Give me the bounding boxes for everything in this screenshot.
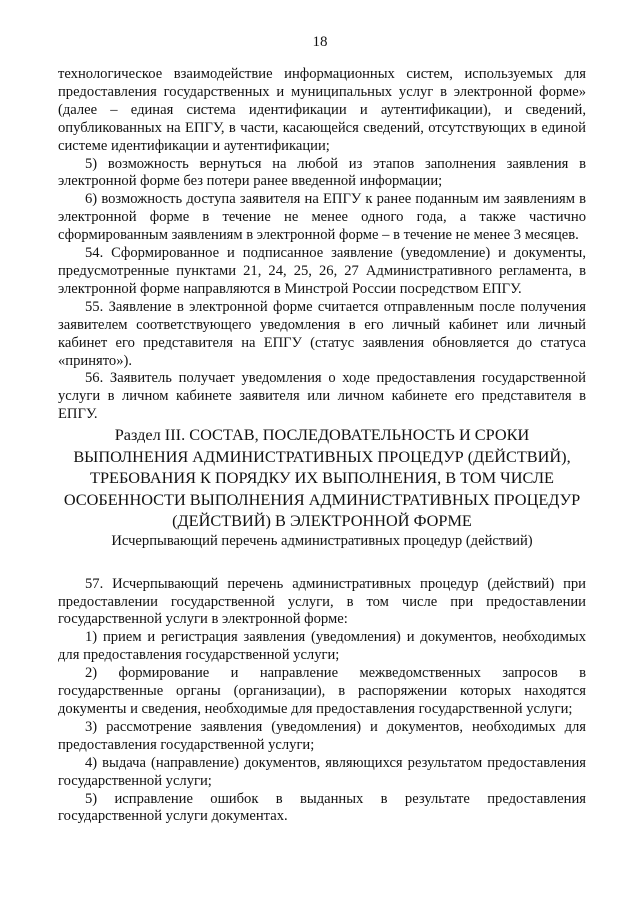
list-item: 1) прием и регистрация заявления (уведомления) и документов, необходимых для предоставления государственной услуги; xyxy=(58,629,586,664)
list-item: 5) исправление ошибок в выданных в результате предоставления государственной услуги документах. xyxy=(58,790,586,825)
page-number: 18 xyxy=(312,34,328,50)
section-heading: Раздел III. СОСТАВ, ПОСЛЕДОВАТЕЛЬНОСТЬ И СРОКИ ВЫПОЛНЕНИЯ АДМИНИСТРАТИВНЫХ ПРОЦЕДУР (ДЕЙСТВИЙ), ТРЕБОВАНИЯ К ПОРЯДКУ ИХ ВЫПОЛНЕНИЯ, В ТОМ ЧИСЛЕ ОСОБЕННОСТИ ВЫПОЛНЕНИЯ АДМИНИСТРАТИВНЫХ ПРОЦЕДУР (ДЕЙСТВИЙ) В ЭЛЕКТРОННОЙ ФОРМЕ xyxy=(63,425,581,531)
list-item: 4) выдача (направление) документов, являющихся результатом предоставления государственной услуги; xyxy=(58,754,586,789)
paragraph-56: 56. Заявитель получает уведомления о ходе предоставления государственной услуги в личном кабинете заявителя или личном кабинете его представителя в ЕПГУ. xyxy=(58,370,586,423)
paragraph-continuation: технологическое взаимодействие информационных систем, используемых для предоставления государственных и муниципальных услуг в электронной форме» (далее – единая система идентификации и аутентификации), и сведений, опубликованных на ЕПГУ, в части, касающейся сведений, отсутствующих в единой системе идентификации и аутентификации; xyxy=(58,66,586,154)
paragraph-item-5: 5) возможность вернуться на любой из этапов заполнения заявления в электронной форме без потери ранее введенной информации; xyxy=(58,155,586,190)
paragraph-item-6: 6) возможность доступа заявителя на ЕПГУ к ранее поданным им заявлениям в электронной форме в течение не менее одного года, а также частично сформированным заявлениям в электронной форме – в течение не менее 3 месяцев. xyxy=(58,191,586,244)
paragraph-55: 55. Заявление в электронной форме считается отправленным после получения заявителем соответствующего уведомления в его личный кабинет или личный кабинет его представителя на ЕПГУ (статус заявления обновляется до статуса «принято»). xyxy=(58,298,586,369)
document-body xyxy=(58,66,586,826)
list-item: 2) формирование и направление межведомственных запросов в государственные органы (организации), в распоряжении которых находятся документы и сведения, необходимые для предоставления государственной услуги; xyxy=(58,665,586,717)
paragraph-54: 54. Сформированное и подписанное заявление (уведомление) и документы, предусмотренные пунктами 21, 24, 25, 26, 27 Административного регламента, в электронной форме направляются в Минстрой России посредством ЕПГУ. xyxy=(58,245,586,297)
paragraph-57: 57. Исчерпывающий перечень административных процедур (действий) при предоставлении государственной услуги, в том числе при предоставлении государственной услуги в электронной форме: xyxy=(58,575,586,628)
list-item: 3) рассмотрение заявления (уведомления) и документов, необходимых для предоставления государственной услуги; xyxy=(58,718,586,753)
subheading: Исчерпывающий перечень административных процедур (действий) xyxy=(111,532,533,549)
